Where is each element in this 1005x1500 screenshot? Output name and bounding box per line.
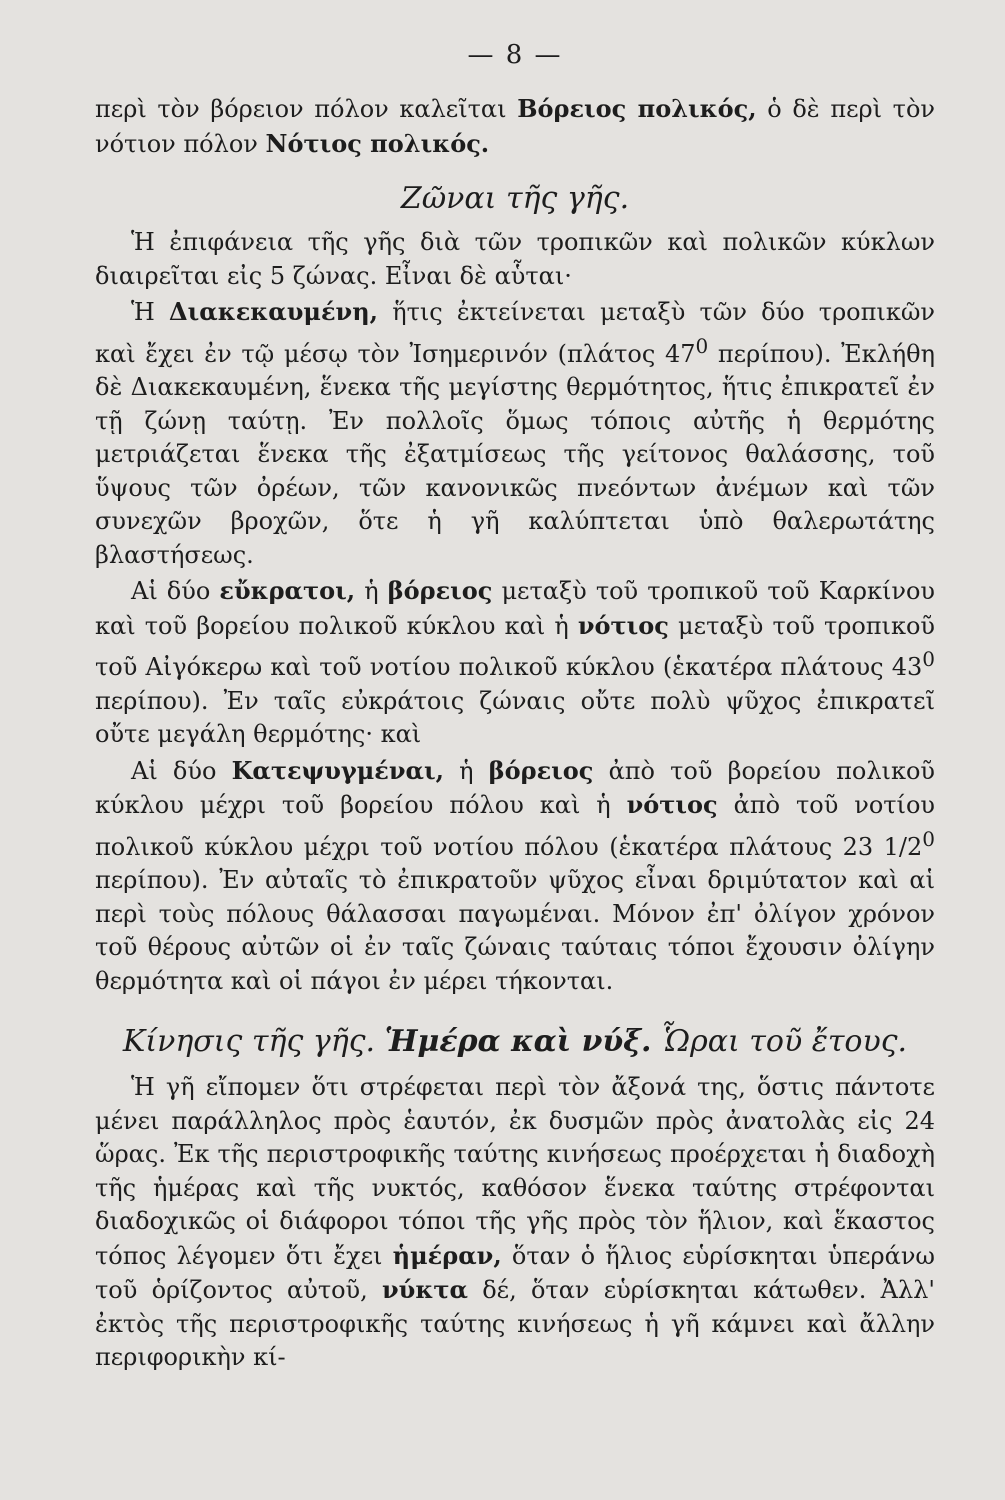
p2-text-2: ἥτις ἐκτείνεται μεταξὺ τῶν δύο τροπικῶν καὶ ἔχει ἐν τῷ μέσῳ τὸν Ἰσημερινόν (πλάτος 47 [95, 298, 935, 368]
p4-text-3: ἀπὸ τοῦ βορείου πολικοῦ κύκλου μέχρι τοῦ βορείου πόλου καὶ ἡ [95, 756, 935, 819]
term-boreios-polikos: Βόρειος πολικός, [517, 94, 757, 123]
heading-part-motion: Κίνησις τῆς γῆς. [122, 1024, 385, 1059]
paragraph-torrid-zone [95, 295, 935, 572]
term-notios: νότιος [626, 790, 718, 819]
degree-mark: 0 [922, 826, 935, 851]
heading-part-seasons: Ὧραι τοῦ ἔτους. [651, 1024, 908, 1059]
degree-mark: 0 [922, 647, 935, 671]
p5-text-1: Ἡ γῆ εἴπομεν ὅτι στρέφεται περὶ τὸν ἄξονά της, ὅστις πάντοτε μένει παράλληλος πρὸς ἑαυτόν, ἐκ δυσμῶν πρὸς ἀνατολὰς εἰς 24 ὥρας. Ἐκ τῆς περιστροφικῆς ταύτης κινήσεως προέρχεται ἡ διαδοχὴ τῆς ἡμέρας καὶ τῆς νυκτός, καθόσον ἕνεκα ταύτης στρέφονται διαδοχικῶς οἱ διάφοροι τόποι τῆς γῆς πρὸς τὸν ἥλιον, καὶ ἕκαστος τόπος λέγομεν ὅτι ἔχει [95, 1073, 935, 1270]
degree-mark: 0 [695, 333, 709, 358]
term-nykta: νύκτα [382, 1275, 468, 1304]
term-boreios: βόρειος [387, 576, 493, 605]
intro-text-2: ὁ δὲ περὶ τὸν νότιον πόλον [95, 95, 935, 158]
p4-text-1: Αἱ δύο [131, 756, 232, 785]
term-katepsygmenai: Κατεψυγμέναι, [231, 755, 444, 785]
intro-paragraph [95, 92, 935, 161]
p3-text-1: Αἱ δύο [131, 577, 220, 605]
term-diakekaumeni: Διακεκαυμένη, [169, 297, 379, 326]
p3-text-3: μεταξὺ τοῦ τροπικοῦ τοῦ Καρκίνου καὶ τοῦ βορείου πολικοῦ κύκλου καὶ ἡ [95, 577, 935, 640]
heading-part-day-night: Ἡμέρα καὶ νύξ. [384, 1024, 652, 1059]
section-heading-zones: Ζῶναι τῆς γῆς. [400, 181, 630, 216]
paragraph-frigid-zones [95, 754, 935, 999]
p2-text-1: Ἡ [131, 298, 169, 326]
section-heading-motion [95, 1024, 935, 1059]
term-boreios: βόρειος [488, 755, 594, 785]
p5-text-3: δέ, ὅταν εὑρίσκηται κάτωθεν. Ἀλλ' ἐκτὸς τῆς περιστροφικῆς ταύτης κινήσεως ἡ γῆ κάμνει καὶ ἄλλην περιφορικὴν κί- [95, 1276, 935, 1371]
p3-text-5: περίπου). Ἐν ταῖς εὐκράτοις ζώναις οὔτε πολὺ ψῦχος ἐπικρατεῖ οὔτε μεγάλη θερμότης· καὶ [95, 686, 935, 748]
term-imera: ἡμέραν, [392, 1240, 502, 1270]
term-notios: νότιος [577, 610, 669, 640]
paragraph-temperate-zones [95, 574, 935, 752]
paragraph-zones-intro: Ἡ ἐπιφάνεια τῆς γῆς διὰ τῶν τροπικῶν καὶ πολικῶν κύκλων διαιρεῖται εἰς 5 ζώνας. Εἶναι δὲ αὗται· [95, 228, 935, 290]
p4-text-2: ἡ [443, 756, 489, 785]
fraction: 1/2 [883, 832, 923, 861]
p3-text-2: ἡ [355, 577, 388, 605]
paragraph-rotation [95, 1071, 935, 1375]
term-notios-polikos: Νότιος πολικός. [265, 128, 490, 158]
p2-text-3: περίπου). Ἐκλήθη δὲ Διακεκαυμένη, ἕνεκα τῆς μεγίστης θερμότητος, ἥτις ἐπικρατεῖ ἐν τῇ ζώνῃ ταύτῃ. Ἐν πολλοῖς ὅμως τόποις αὐτῆς ἡ θερμότης μετριάζεται ἕνεκα τῆς ἐξατμίσεως τῆς γείτονος θαλάσσης, τοῦ ὕψους τῶν ὀρέων, τῶν κανονικῶς πνεόντων ἀνέμων καὶ τῶν συνεχῶν βροχῶν, ὅτε ἡ γῆ καλύπτεται ὑπὸ θαλερωτάτης βλαστήσεως. [95, 339, 935, 569]
intro-text-1: περὶ τὸν βόρειον πόλον καλεῖται [95, 95, 518, 123]
p4-text-5: περίπου). Ἐν αὐταῖς τὸ ἐπικρατοῦν ψῦχος εἶναι δριμύτατον καὶ αἱ περὶ τοὺς πόλους θάλασσαι παγωμέναι. Μόνον ἐπ' ὀλίγον χρόνον τοῦ θέρους αὐτῶν οἱ ἐν ταῖς ζώναις ταύταις τόποι ἔχουσιν ὀλίγην θερμότητα καὶ οἱ πάγοι ἐν μέρει τήκονται. [95, 866, 935, 995]
p5-text-2: ὅταν ὁ ἥλιος εὑρίσκηται ὑπεράνω τοῦ ὁρίζοντος αὐτοῦ, [95, 1241, 935, 1304]
p4-text-4: ἀπὸ τοῦ νοτίου πολικοῦ κύκλου μέχρι τοῦ νοτίου πόλου (ἑκατέρα πλάτους 23 [95, 791, 936, 861]
term-eukratoi: εὔκρατοι, [219, 576, 356, 605]
page-number: — 8 — [467, 40, 563, 70]
p3-text-4: μεταξὺ τοῦ τροπικοῦ τοῦ Αἰγόκερω καὶ τοῦ νοτίου πολικοῦ κύκλου (ἑκατέρα πλάτους 43 [95, 611, 936, 681]
